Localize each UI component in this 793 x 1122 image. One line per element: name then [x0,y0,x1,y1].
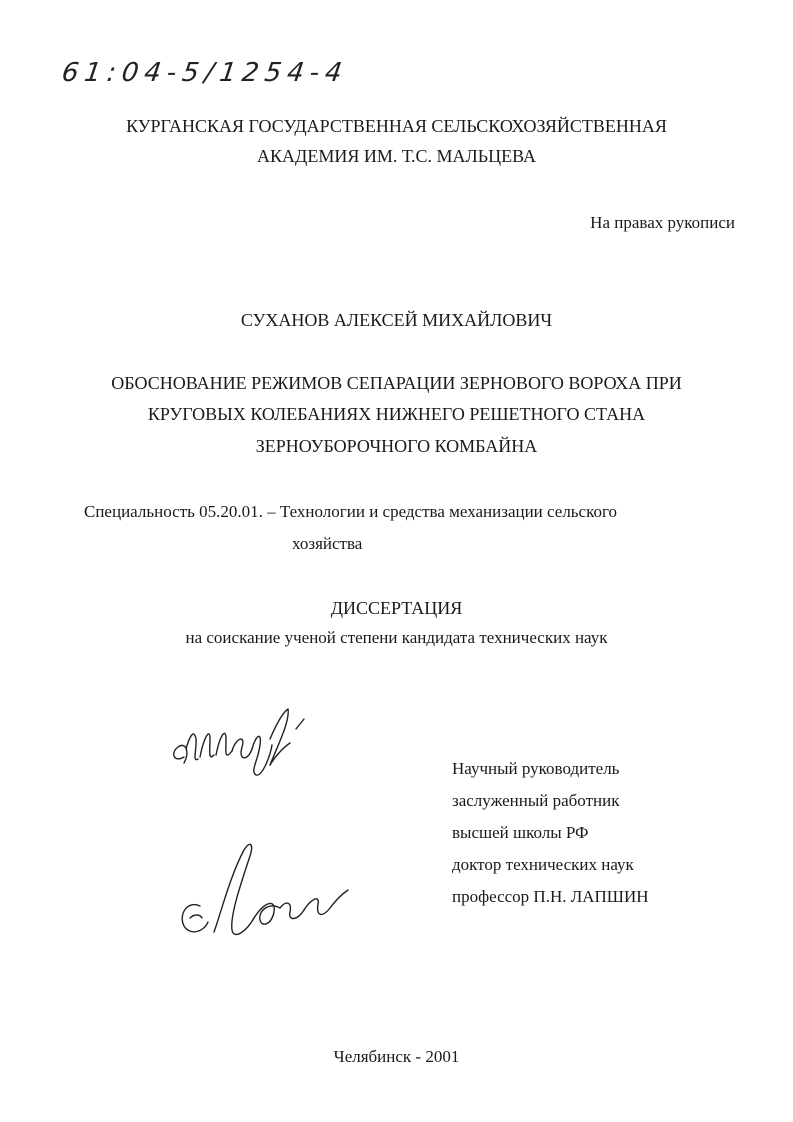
author-signature-icon [166,705,316,785]
city-year: Челябинск - 2001 [333,1047,460,1066]
supervisor-signature-icon [170,836,360,946]
thesis-title-line-1: ОБОСНОВАНИЕ РЕЖИМОВ СЕПАРАЦИИ ЗЕРНОВОГО ВОРОХА ПРИ [111,373,682,393]
dissertation-heading: ДИССЕРТАЦИЯ [330,598,463,618]
specialty-line-1: Специальность 05.20.01. – Технологии и средства механизации сельского [84,502,618,521]
rights-note: На правах рукописи [590,213,735,232]
institution-line-2: АКАДЕМИЯ ИМ. Т.С. МАЛЬЦЕВА [257,146,536,166]
thesis-title-line-3: ЗЕРНОУБОРОЧНОГО КОМБАЙНА [255,436,538,456]
thesis-title-line-2: КРУГОВЫХ КОЛЕБАНИЯХ НИЖНЕГО РЕШЕТНОГО СТАНА [147,404,646,424]
specialty-line-2: хозяйства [292,534,363,553]
archive-stamp-code: 61:04-5/1254-4 [59,58,350,88]
institution-line-1: КУРГАНСКАЯ ГОСУДАРСТВЕННАЯ СЕЛЬСКОХОЗЯЙСТВЕННАЯ [126,116,667,136]
dissertation-subheading: на соискание ученой степени кандидата технических наук [185,628,608,647]
supervisor-line-5: профессор П.Н. ЛАПШИН [452,887,649,906]
supervisor-line-1: Научный руководитель [452,759,620,778]
author-name: СУХАНОВ АЛЕКСЕЙ МИХАЙЛОВИЧ [240,310,553,330]
supervisor-line-3: высшей школы РФ [452,823,589,842]
supervisor-line-2: заслуженный работник [452,791,620,810]
supervisor-line-4: доктор технических наук [452,855,634,874]
